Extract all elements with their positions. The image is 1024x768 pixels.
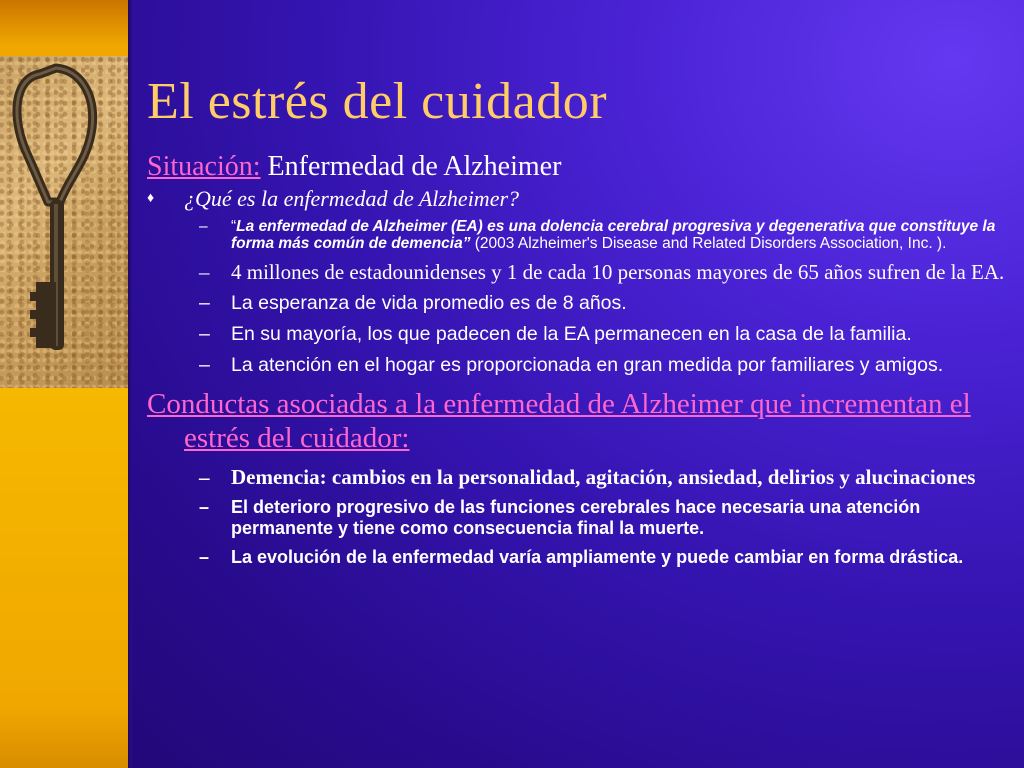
question-text: ¿Qué es la enfermedad de Alzheimer? [184, 186, 520, 211]
dash-bullet-icon: – [199, 218, 208, 235]
question-item [147, 186, 1007, 212]
fact-text: La atención en el hogar es proporcionada en gran medida por familiares y amigos. [231, 354, 944, 376]
behavior-item [199, 547, 1007, 568]
quote-text: La enfermedad de Alzheimer (EA) es una dolencia cerebral progresiva y degenerativa que constituye la forma más común de demencia” [231, 218, 996, 252]
slide-title: El estrés del cuidador [147, 73, 608, 130]
antique-key-icon [0, 56, 128, 388]
behavior-item [199, 497, 1007, 539]
dash-bullet-icon: – [199, 465, 210, 489]
fact-text: La esperanza de vida promedio es de 8 años. [231, 292, 627, 314]
dash-bullet-icon: – [199, 354, 210, 376]
fact-item [199, 323, 1007, 346]
behavior-item [199, 465, 1007, 489]
dash-bullet-icon: – [199, 547, 210, 567]
slide-body [147, 150, 1007, 568]
quote-open: “ [231, 218, 237, 235]
fact-item [199, 292, 1007, 315]
situacion-text: Enfermedad de Alzheimer [260, 151, 562, 182]
situacion-label: Situación: [147, 151, 261, 182]
situacion-line [147, 150, 1007, 184]
quote-source: (2003 Alzheimer's Disease and Related Disorders Association, Inc. ). [470, 235, 947, 252]
behavior-text: La evolución de la enfermedad varía ampliamente y puede cambiar en forma drástica. [231, 547, 964, 567]
dash-bullet-icon: – [199, 323, 210, 345]
behavior-text: Demencia: cambios en la personalidad, agitación, ansiedad, delirios y alucinaciones [231, 465, 976, 489]
behavior-text: El deterioro progresivo de las funciones cerebrales hace necesaria una atención permanente y tiene como consecuencia final la muerte. [231, 497, 921, 538]
dash-bullet-icon: – [199, 292, 210, 314]
quote-item [199, 218, 1007, 252]
key-photo [0, 56, 128, 388]
fact-item [199, 354, 1007, 377]
dash-bullet-icon: – [199, 260, 210, 284]
fact-item [199, 260, 1007, 284]
diamond-bullet-icon: ♦ [147, 191, 155, 206]
dash-bullet-icon: – [199, 497, 210, 517]
fact-text: 4 millones de estadounidenses y 1 de cada 10 personas mayores de 65 años sufren de la EA. [231, 260, 1005, 284]
fact-text: En su mayoría, los que padecen de la EA permanecen en la casa de la familia. [231, 323, 912, 345]
behaviors-heading: Conductas asociadas a la enfermedad de Alzheimer que incrementan el estrés del cuidador: [147, 388, 971, 454]
